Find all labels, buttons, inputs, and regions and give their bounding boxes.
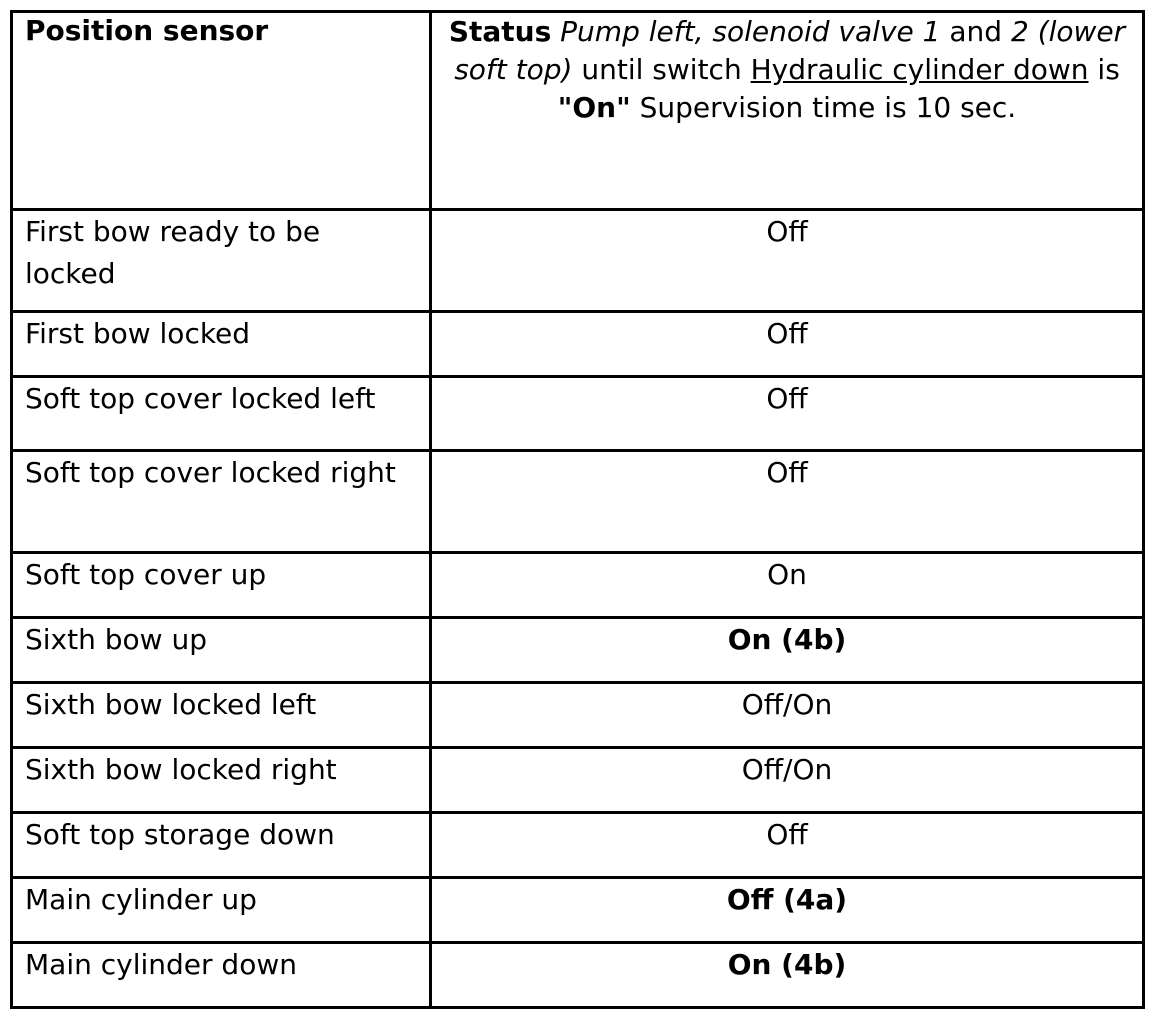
- status-cell: On: [431, 553, 1144, 618]
- sensor-cell: First bow locked: [12, 312, 431, 377]
- header-status-on: "On": [557, 91, 631, 124]
- table-row: [12, 748, 1144, 813]
- header-position-sensor-label: Position sensor: [25, 14, 269, 47]
- status-cell: Off: [431, 451, 1144, 553]
- table-row: [12, 878, 1144, 943]
- header-status-lower: (lower soft top): [454, 15, 1126, 86]
- sensor-cell: Sixth bow up: [12, 618, 431, 683]
- header-position-sensor: [12, 12, 431, 210]
- header-status-two: 2: [1010, 15, 1029, 48]
- table-row: [12, 210, 1144, 312]
- status-cell: Off (4a): [431, 878, 1144, 943]
- header-status-until: until switch: [581, 53, 742, 86]
- status-cell: On (4b): [431, 943, 1144, 1008]
- table-row: [12, 943, 1144, 1008]
- table-row: [12, 553, 1144, 618]
- sensor-cell: First bow ready to be locked: [12, 210, 431, 312]
- status-cell: Off: [431, 377, 1144, 451]
- status-cell: On (4b): [431, 618, 1144, 683]
- table-row: [12, 813, 1144, 878]
- sensor-cell: Soft top cover locked left: [12, 377, 431, 451]
- header-status: [431, 12, 1144, 210]
- table-row: [12, 683, 1144, 748]
- status-cell: Off: [431, 210, 1144, 312]
- table-row: [12, 377, 1144, 451]
- sensor-cell: Soft top storage down: [12, 813, 431, 878]
- table-row: [12, 618, 1144, 683]
- header-status-pump: Pump left, solenoid valve 1: [560, 15, 941, 48]
- sensor-cell: Soft top cover up: [12, 553, 431, 618]
- table-header-row: [12, 12, 1144, 210]
- sensor-cell: Soft top cover locked right: [12, 451, 431, 553]
- header-status-is: is: [1097, 53, 1120, 86]
- status-cell: Off/On: [431, 683, 1144, 748]
- table-row: [12, 312, 1144, 377]
- sensor-cell: Main cylinder down: [12, 943, 431, 1008]
- header-status-supervision: Supervision time is 10 sec.: [639, 91, 1017, 124]
- status-cell: Off/On: [431, 748, 1144, 813]
- status-cell: Off: [431, 813, 1144, 878]
- sensor-cell: Main cylinder up: [12, 878, 431, 943]
- header-status-switch: Hydraulic cylinder down: [750, 53, 1089, 86]
- sensor-cell: Sixth bow locked right: [12, 748, 431, 813]
- header-status-and: and: [949, 15, 1003, 48]
- header-status-label: Status: [448, 15, 552, 48]
- status-cell: Off: [431, 312, 1144, 377]
- sensor-cell: Sixth bow locked left: [12, 683, 431, 748]
- position-sensor-status-table: [10, 10, 1145, 1009]
- table-row: [12, 451, 1144, 553]
